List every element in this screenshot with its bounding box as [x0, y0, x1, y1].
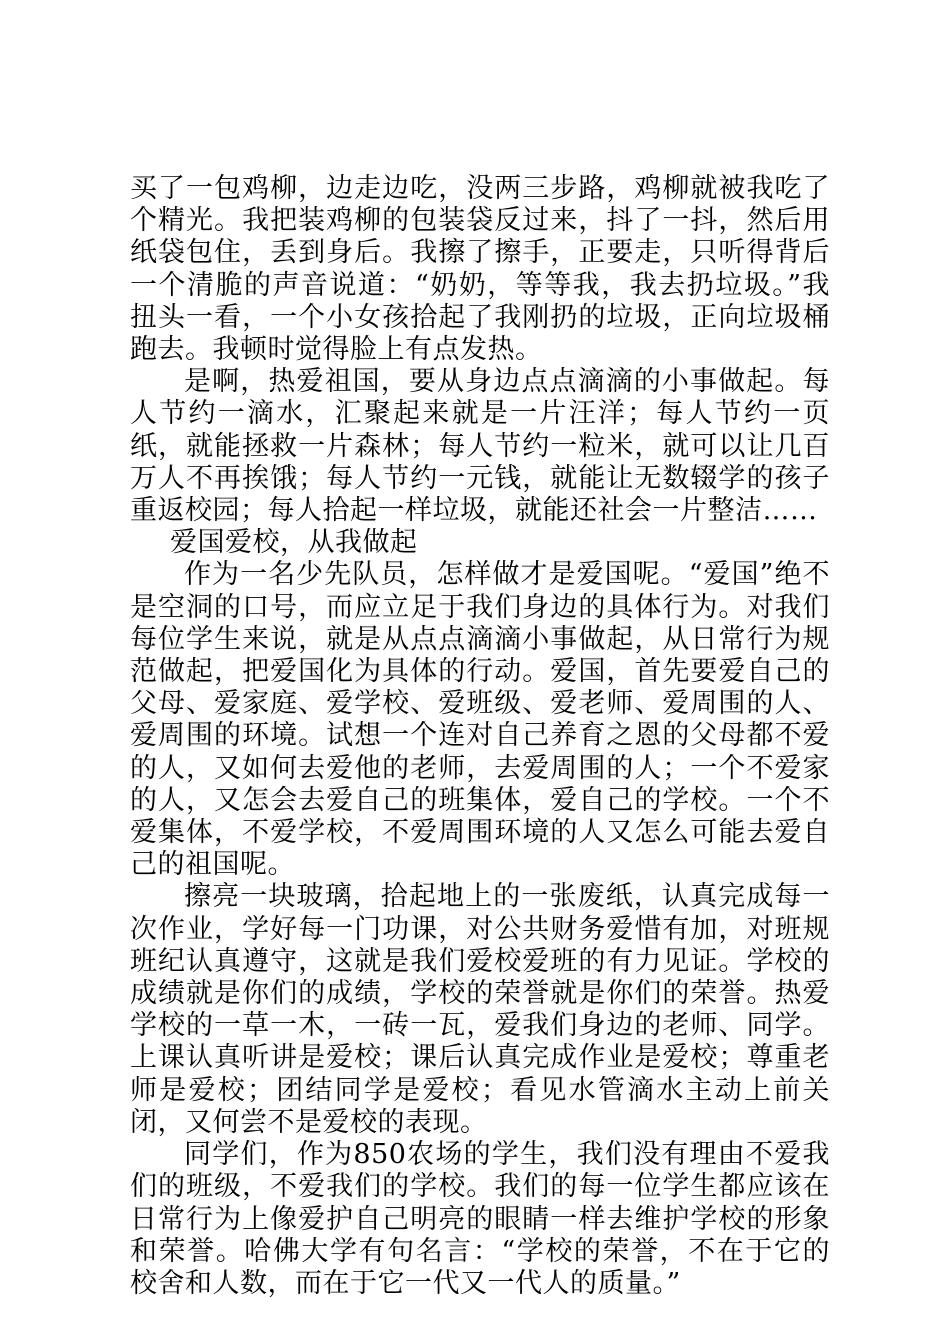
paragraph: 是啊，热爱祖国，要从身边点点滴滴的小事做起。每人节约一滴水，汇聚起来就是一片汪洋；每人节约一页纸，就能拯救一片森林；每人节约一粒米，就可以让几百万人不再挨饿；每人节约一元钱，就能让无数辍学的孩子重返校园；每人拾起一样垃圾，就能还社会一片整洁…… — [130, 366, 830, 527]
paragraph: 同学们，作为850农场的学生，我们没有理由不爱我们的班级，不爱我们的学校。我们的每一位学生都应该在日常行为上像爱护自己明亮的眼睛一样去维护学校的形象和荣誉。哈佛大学有句名言：“学校的荣誉，不在于它的校舍和人数，而在于它一代又一代人的质量。” — [130, 1139, 830, 1299]
paragraph: 作为一名少先队员，怎样做才是爱国呢。“爱国”绝不是空洞的口号，而应立足于我们身边的具体行为。对我们每位学生来说，就是从点点滴滴小事做起，从日常行为规范做起，把爱国化为具体的行动。爱国，首先要爱自己的父母、爱家庭、爱学校、爱班级、爱老师、爱周围的人、爱周围的环境。试想一个连对自己养育之恩的父母都不爱的人，又如何去爱他的老师，去爱周围的人；一个不爱家的人，又怎会去爱自己的班集体，爱自己的学校。一个不爱集体，不爱学校，不爱周围环境的人又怎么可能去爱自己的祖国呢。 — [130, 559, 830, 881]
document-body — [130, 173, 830, 1300]
paragraph: 擦亮一块玻璃，拾起地上的一张废纸，认真完成每一次作业，学好每一门功课，对公共财务爱惜有加，对班规班纪认真遵守，这就是我们爱校爱班的有力见证。学校的成绩就是你们的成绩，学校的荣誉就是你们的荣誉。热爱学校的一草一木，一砖一瓦，爱我们身边的老师、同学。上课认真听讲是爱校；课后认真完成作业是爱校；尊重老师是爱校；团结同学是爱校；看见水管滴水主动上前关闭，又何尝不是爱校的表现。 — [130, 881, 830, 1138]
paragraph: 买了一包鸡柳，边走边吃，没两三步路，鸡柳就被我吃了个精光。我把装鸡柳的包装袋反过来，抖了一抖，然后用纸袋包住，丢到身后。我擦了擦手，正要走，只听得背后一个清脆的声音说道：“奶奶，等等我，我去扔垃圾。”我扭头一看，一个小女孩拾起了我刚扔的垃圾，正向垃圾桶跑去。我顿时觉得脸上有点发热。 — [130, 173, 830, 366]
section-heading: 爱国爱校，从我做起 — [170, 527, 418, 559]
